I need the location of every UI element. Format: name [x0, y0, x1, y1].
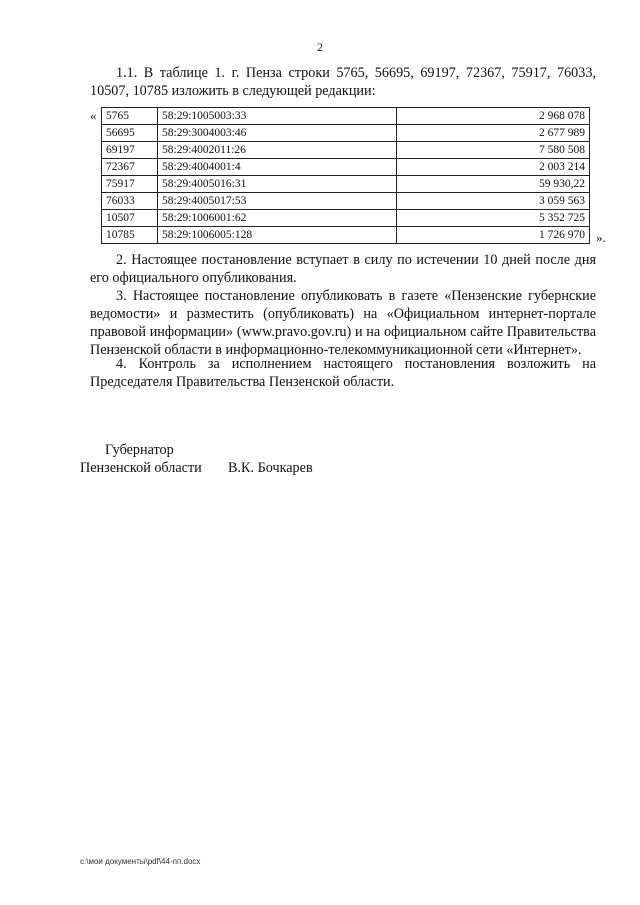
- value-cell: 1 726 970: [397, 227, 590, 244]
- row-code-cell: 5765: [102, 108, 158, 125]
- table-row: [102, 159, 590, 176]
- table-row: [102, 193, 590, 210]
- value-cell: 2 968 078: [397, 108, 590, 125]
- row-code-cell: 10785: [102, 227, 158, 244]
- cadastral-number-cell: 58:29:1006001:62: [158, 210, 397, 227]
- value-cell: 59 930,22: [397, 176, 590, 193]
- value-cell: 2 677 989: [397, 125, 590, 142]
- cadastral-number-cell: 58:29:1005003:33: [158, 108, 397, 125]
- value-cell: 3 059 563: [397, 193, 590, 210]
- footer-file-path: c:\мои документы\pdf\44-пп.docx: [80, 857, 201, 866]
- table-row: [102, 125, 590, 142]
- signature-title: Губернатор: [105, 442, 174, 458]
- page-number: 2: [317, 40, 323, 54]
- cadastral-number-cell: 58:29:3004003:46: [158, 125, 397, 142]
- row-code-cell: 69197: [102, 142, 158, 159]
- quote-open: «: [90, 108, 97, 123]
- table-row: [102, 210, 590, 227]
- paragraph-control: 4. Контроль за исполнением настоящего постановления возложить на Председателя Правительства Пензенской области.: [90, 356, 596, 390]
- value-cell: 7 580 508: [397, 142, 590, 159]
- value-cell: 5 352 725: [397, 210, 590, 227]
- row-code-cell: 72367: [102, 159, 158, 176]
- signature-region: Пензенской области: [80, 460, 202, 476]
- table-row: [102, 142, 590, 159]
- row-code-cell: 75917: [102, 176, 158, 193]
- table-row: [102, 227, 590, 244]
- value-cell: 2 003 214: [397, 159, 590, 176]
- row-code-cell: 56695: [102, 125, 158, 142]
- row-code-cell: 10507: [102, 210, 158, 227]
- quote-close: ».: [596, 230, 606, 245]
- paragraph-effective-date: 2. Настоящее постановление вступает в силу по истечении 10 дней после дня его официального опубликования.: [90, 252, 596, 286]
- table-row: [102, 176, 590, 193]
- cadastral-number-cell: 58:29:1006005:128: [158, 227, 397, 244]
- signature-name: В.К. Бочкарев: [228, 460, 313, 476]
- paragraph-amendment: 1.1. В таблице 1. г. Пенза строки 5765, 56695, 69197, 72367, 75917, 76033, 10507, 10785 изложить в следующей редакции:: [90, 65, 596, 99]
- cadastral-number-cell: 58:29:4002011:26: [158, 142, 397, 159]
- cadastral-table: [101, 107, 590, 244]
- cadastral-number-cell: 58:29:4005017:53: [158, 193, 397, 210]
- cadastral-number-cell: 58:29:4004001:4: [158, 159, 397, 176]
- row-code-cell: 76033: [102, 193, 158, 210]
- table-row: [102, 108, 590, 125]
- paragraph-publication: 3. Настоящее постановление опубликовать в газете «Пензенские губернские ведомости» и разместить (опубликовать) на «Официальном интернет-портале правовой информации» (www.pravo.gov.ru) и на официальном сайте Правительства Пензенской области в информационно-телекоммуникационной сети «Интернет».: [90, 288, 596, 358]
- cadastral-number-cell: 58:29:4005016:31: [158, 176, 397, 193]
